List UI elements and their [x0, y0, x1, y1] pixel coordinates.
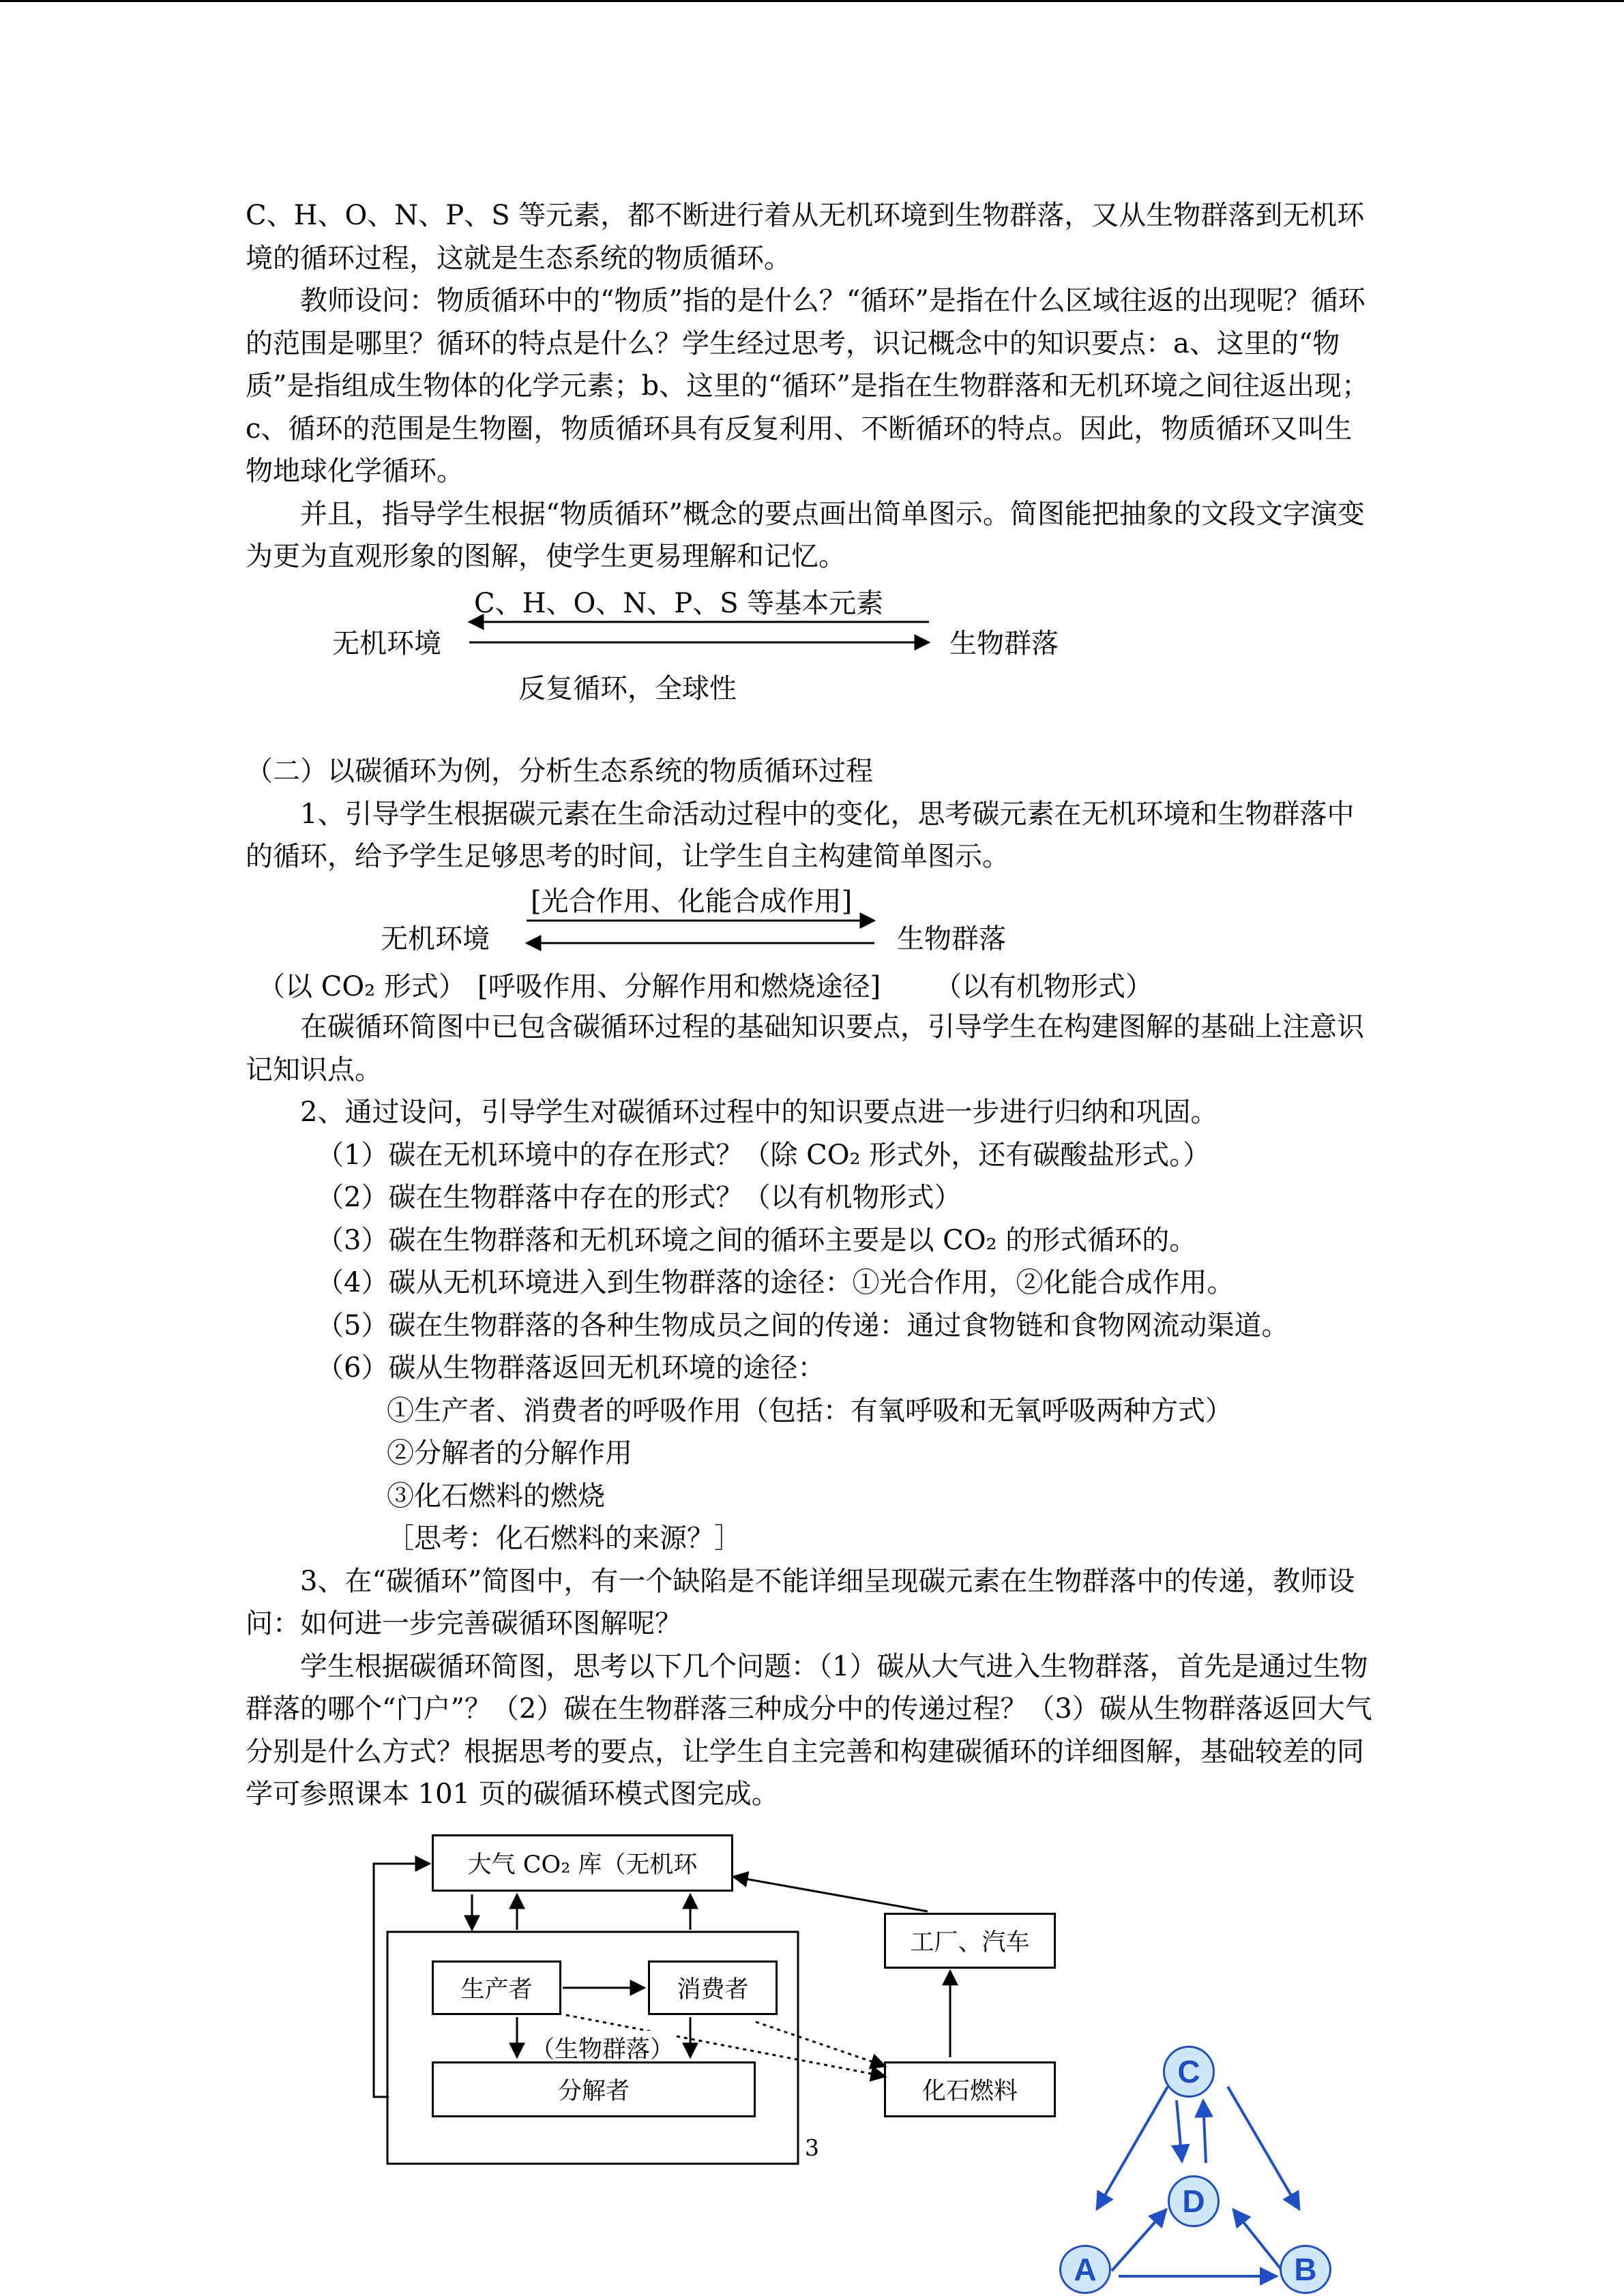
diagram1-right: 生物群落: [949, 628, 1059, 659]
sub-item: ［思考：化石燃料的来源？］: [387, 1523, 741, 1554]
section2b-p-after: 在碳循环简图中已包含碳循环过程的基础知识要点，引导学生在构建图解的基础上注意识记知识点。: [246, 1011, 1364, 1086]
arrow-decomposer-atm: [374, 1864, 430, 2097]
atmosphere-box: [432, 1834, 733, 1892]
list-item: （5）碳在生物群落的各种生物成员之间的传递：通过食物链和食物网流动渠道。: [316, 1309, 1289, 1341]
factory-label: 工厂、汽车: [910, 1929, 1030, 1956]
diagram2-bottom-right: （以有机物形式）: [934, 971, 1153, 1002]
arrow-factory-atm: [733, 1877, 928, 1911]
node-a-label: A: [1074, 2252, 1097, 2287]
intro-line1: C、H、O、N、P、S 等元素，都不断进行着从无机环境到生物群落，又从生物群落到无机环境的循环过程，这就是生态系统的物质循环。: [246, 200, 1365, 274]
section2b-p4: 学生根据碳循环简图，思考以下几个问题：（1）碳从大气进入生物群落，首先是通过生物群落的哪个“门户”？（2）碳在生物群落三种成分中的传递过程？（3）碳从生物群落返回大气分别是什么方式？根据思考的要点，让学生自主完善和构建碳循环的详细图解，基础较差的同学可参照课本 101 页的碳循环模式图完成。: [246, 1650, 1372, 1810]
diagram1-top-label: C、H、O、N、P、S 等基本元素: [474, 588, 884, 619]
node-b: [1280, 2245, 1331, 2294]
producer-box: [432, 1960, 561, 2015]
node-a: [1059, 2245, 1111, 2294]
diagram2-bottom-left: （以 CO₂ 形式）: [258, 971, 466, 1002]
node-d: [1168, 2175, 1220, 2227]
arrow-d-c: [1203, 2100, 1206, 2163]
section2b-p3: 3、在“碳循环”简图中，有一个缺陷是不能详细呈现碳元素在生物群落中的传递，教师设问：如何进一步完善碳循环图解呢？: [246, 1565, 1355, 1639]
list-item: （3）碳在生物群落和无机环境之间的循环主要是以 CO₂ 的形式循环的。: [316, 1224, 1197, 1256]
community-label: （生物群落）: [531, 2031, 674, 2065]
factory-box: [884, 1913, 1056, 1969]
list-item: （2）碳在生物群落中存在的形式？（以有机物形式）: [316, 1182, 962, 1213]
node-b-label: B: [1294, 2252, 1317, 2287]
arrow-b-d: [1233, 2209, 1282, 2271]
list-item: （1）碳在无机环境中的存在形式？（除 CO₂ 形式外，还有碳酸盐形式。）: [316, 1139, 1211, 1171]
intro-para3: 并且，指导学生根据“物质循环”概念的要点画出简单图示。简图能把抽象的文段文字演变为更为直观形象的图解，使学生更易理解和记忆。: [246, 498, 1365, 572]
arrow-c-d: [1177, 2100, 1182, 2162]
dotted-consumer-fossil: [756, 2022, 885, 2066]
node-c: [1163, 2046, 1215, 2098]
list-item: （4）碳从无机环境进入到生物群落的途径：①光合作用，②化能合成作用。: [316, 1267, 1235, 1298]
node-d-label: D: [1182, 2183, 1205, 2219]
consumer-label: 消费者: [677, 1976, 749, 2003]
sub-item: ②分解者的分解作用: [387, 1437, 632, 1469]
arrow-c-a: [1097, 2087, 1168, 2209]
arrow-a-d: [1112, 2209, 1166, 2271]
atmosphere-label: 大气 CO₂ 库（无机环: [467, 1851, 698, 1879]
fossil-box: [884, 2061, 1056, 2117]
diagram2-top-label: [光合作用、化能合成作用]: [531, 886, 853, 917]
section2-p1: 1、引导学生根据碳元素在生命活动过程中的变化，思考碳元素在无机环境和生物群落中的循环，给予学生足够思考的时间，让学生自主构建简单图示。: [246, 798, 1355, 872]
sub-item: ③化石燃料的燃烧: [387, 1480, 605, 1512]
decomposer-label: 分解者: [557, 2078, 630, 2105]
sub-item: ①生产者、消费者的呼吸作用（包括：有氧呼吸和无氧呼吸两种方式）: [387, 1395, 1232, 1427]
page-number: 3: [805, 2134, 819, 2161]
decomposer-box: [432, 2061, 756, 2117]
section2b-p2: 2、通过设问，引导学生对碳循环过程中的知识要点进一步进行归纳和巩固。: [300, 1097, 1218, 1128]
diagram2-right: 生物群落: [897, 923, 1006, 955]
section2-heading: （二）以碳循环为例，分析生态系统的物质循环过程: [246, 756, 873, 787]
producer-label: 生产者: [460, 1976, 533, 2003]
consumer-box: [648, 1960, 778, 2015]
diagram1-bottom-label: 反复循环，全球性: [518, 673, 737, 704]
arrow-c-b: [1228, 2087, 1299, 2209]
diagram2-left: 无机环境: [381, 923, 490, 955]
diagram1-left: 无机环境: [332, 628, 441, 659]
node-c-label: C: [1177, 2054, 1200, 2089]
diagram2-bottom-mid: [呼吸作用、分解作用和燃烧途径]: [477, 971, 881, 1002]
fossil-label: 化石燃料: [921, 2078, 1018, 2105]
intro-para2: 教师设问：物质循环中的“物质”指的是什么？“循环”是指在什么区域往返的出现呢？循环的范围是哪里？循环的特点是什么？学生经过思考，识记概念中的知识要点：a、这里的“物质”是指组成生物体的化学元素；b、这里的“循环”是指在生物群落和无机环境之间往返出现；c、循环的范围是生物圈，物质循环具有反复利用、不断循环的特点。因此，物质循环又叫生物地球化学循环。: [246, 285, 1369, 487]
list-item: （6）碳从生物群落返回无机环境的途径：: [316, 1352, 825, 1384]
